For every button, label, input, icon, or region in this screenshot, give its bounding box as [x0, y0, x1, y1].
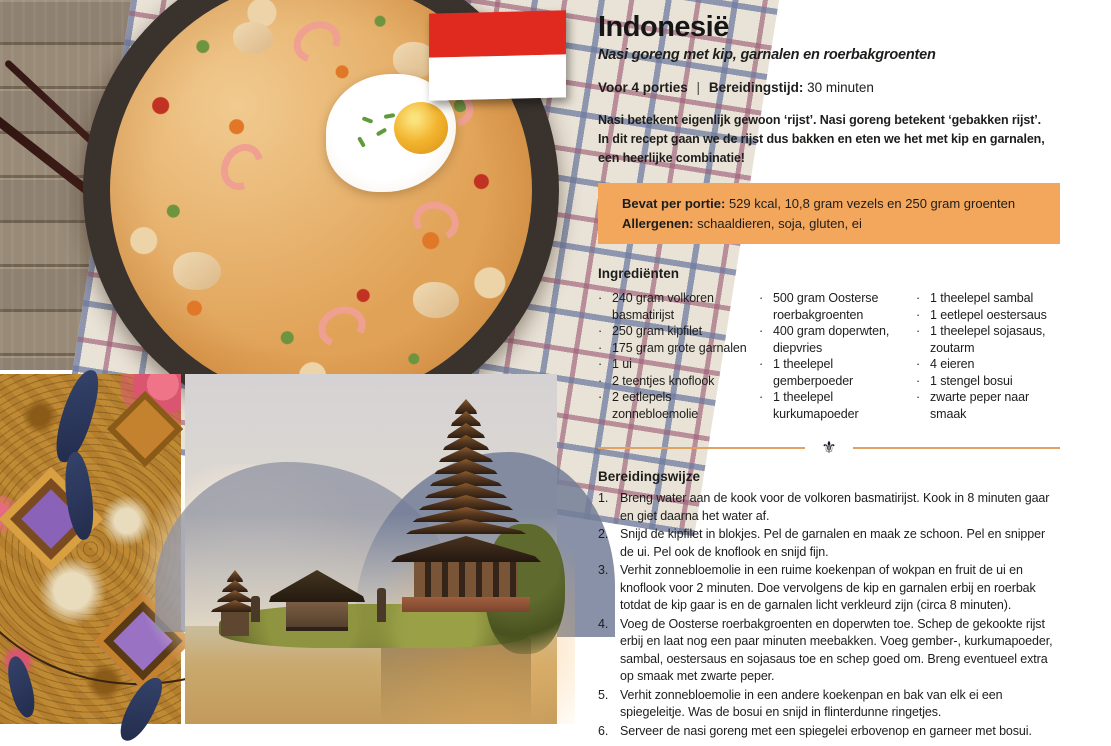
flag-red-band — [429, 10, 566, 57]
per-portion-label: Bevat per portie: — [622, 196, 726, 211]
ingredient-item: · 240 gram volkoren basmatirijst — [598, 291, 714, 322]
indonesia-flag-icon — [429, 10, 566, 100]
ingredient-item: · 4 eieren — [916, 357, 975, 371]
intro-line: een heerlijke combinatie! — [598, 151, 745, 165]
step-text: Verhit zonnebloemolie in een ruime koekenpan of wokpan en fruit de ui en knoflook voor 2 minuten. Doe vervolgens de kip en garnalen erbij en roerbak totdat de kip gaar is en de garnalen licht verkleurd zijn (circa 8 minuten). — [620, 563, 1036, 612]
method-heading: Bereidingswijze — [598, 469, 701, 484]
scallion-garnish — [376, 128, 388, 137]
step-number: 4. — [598, 616, 609, 631]
method-steps — [598, 490, 1060, 740]
step-number: 2. — [598, 527, 609, 541]
fleuron-ornament-icon: ⚜ — [821, 438, 837, 457]
nutrition-line — [622, 194, 1036, 214]
method-step — [598, 490, 1060, 525]
step-number: 5. — [598, 687, 609, 702]
step-text: Voeg de Oosterse roerbakgroenten en doperwten toe. Schep de gekookte rijst erbij en laat nog een paar minuten meebakken. Voeg gember-, kurkumapoeder, sambal, oestersaus en sojasaus toe en schep goed om. Breng eventueel extra op smaak met zwarte peper. — [620, 616, 1053, 683]
allergens-line — [622, 214, 1036, 234]
batik-diamond-motif — [107, 391, 183, 467]
ingredients-column-1 — [598, 290, 759, 422]
batik-leaf-motif — [1, 654, 41, 720]
scallion-garnish — [357, 136, 366, 148]
nutrition-box — [598, 183, 1060, 244]
prep-time-label: Bereidingstijd: — [708, 80, 804, 95]
chicken-piece — [173, 252, 221, 290]
method-step — [598, 723, 1060, 741]
divider-rule — [853, 447, 1060, 449]
method-step — [598, 526, 1060, 561]
ingredients-heading: Ingrediënten — [598, 266, 680, 281]
ingredient-item: · 2 eetlepels zonnebloemolie — [598, 390, 699, 421]
page-title: Indonesië — [598, 11, 729, 43]
meta-line — [598, 80, 1060, 95]
step-text: Snijd de kipfilet in blokjes. Pel de garnalen en maak ze schoon. Pel en snipper de ui. Pel ook de knoflook en snijd fijn. — [620, 527, 1046, 559]
ingredient-item: · 2 teentjes knoflook — [598, 373, 715, 388]
allergens-value: schaaldieren, soja, gluten, ei — [697, 216, 862, 231]
dish-subtitle: Nasi goreng met kip, garnalen en roerbakgroenten — [598, 47, 936, 63]
step-text: Verhit zonnebloemolie in een andere koekenpan en bak van elk ei een spiegeleitje. Was de bosui en snijd in flinterdunne ringetjes. — [620, 687, 1003, 719]
step-text: Serveer de nasi goreng met een spiegelei erbovenop en garneer met bosui. — [620, 723, 1032, 738]
intro-text — [598, 111, 1060, 168]
section-divider — [598, 439, 1060, 456]
prep-time-value: 30 minuten — [807, 80, 874, 95]
ingredient-item: · 1 theelepel sambal — [916, 291, 1034, 305]
step-number: 1. — [598, 491, 609, 505]
divider-rule — [598, 447, 805, 449]
servings-label: Voor 4 porties — [598, 80, 688, 95]
temple-statue — [377, 588, 386, 622]
ingredient-item: · 1 theelepel gemberpoeder — [759, 357, 854, 388]
flag-white-band — [429, 54, 566, 101]
ingredient-item: · 500 gram Oosterse roerbakgroenten — [759, 291, 879, 322]
step-text: Breng water aan de kook voor de volkoren basmatirijst. Kook in 8 minuten gaar en giet daarna het water af. — [620, 491, 1050, 523]
ingredient-item: · 1 theelepel sojasaus, zoutarm — [916, 324, 1046, 355]
scallion-garnish — [384, 113, 396, 119]
method-step — [598, 687, 1060, 722]
ingredient-item: · zwarte peper naar smaak — [916, 390, 1030, 421]
chicken-piece — [233, 22, 273, 54]
bali-temple-photo — [185, 374, 557, 724]
ingredient-item: · 400 gram doperwten, diepvries — [759, 324, 890, 355]
allergens-label: Allergenen: — [622, 216, 694, 231]
egg-yolk — [394, 102, 448, 154]
ingredient-item: · 1 eetlepel oestersaus — [916, 307, 1047, 322]
ingredients-list — [598, 290, 1060, 422]
step-number: 3. — [598, 563, 609, 577]
step-number: 6. — [598, 723, 609, 738]
main-pagoda — [391, 402, 541, 612]
chicken-piece — [413, 282, 459, 318]
scallion-garnish — [362, 116, 374, 124]
ingredient-item: · 175 gram grote garnalen — [598, 340, 747, 355]
ingredient-item: · 1 theelepel kurkumapoeder — [759, 390, 859, 421]
per-portion-value: 529 kcal, 10,8 gram vezels en 250 gram groenten — [728, 196, 1016, 211]
temple-statue — [251, 596, 260, 622]
ingredients-column-3 — [916, 290, 1060, 422]
recipe-content — [598, 12, 1060, 741]
intro-line: Nasi betekent eigenlijk gewoon ‘rijst’. Nasi goreng betekent ‘gebakken rijst’. — [598, 113, 1042, 127]
meta-separator: | — [696, 80, 701, 95]
ingredient-item: · 1 stengel bosui — [916, 373, 1013, 388]
intro-line: In dit recept gaan we de rijst dus bakken en eten we het met kip en garnalen, — [598, 132, 1045, 146]
method-step — [598, 562, 1060, 615]
ingredient-item: · 1 ui — [598, 357, 632, 371]
temple-pavilion — [269, 570, 365, 631]
ingredients-column-2 — [759, 290, 916, 422]
ingredient-item: · 250 gram kipfilet — [598, 324, 703, 338]
method-step — [598, 616, 1060, 686]
